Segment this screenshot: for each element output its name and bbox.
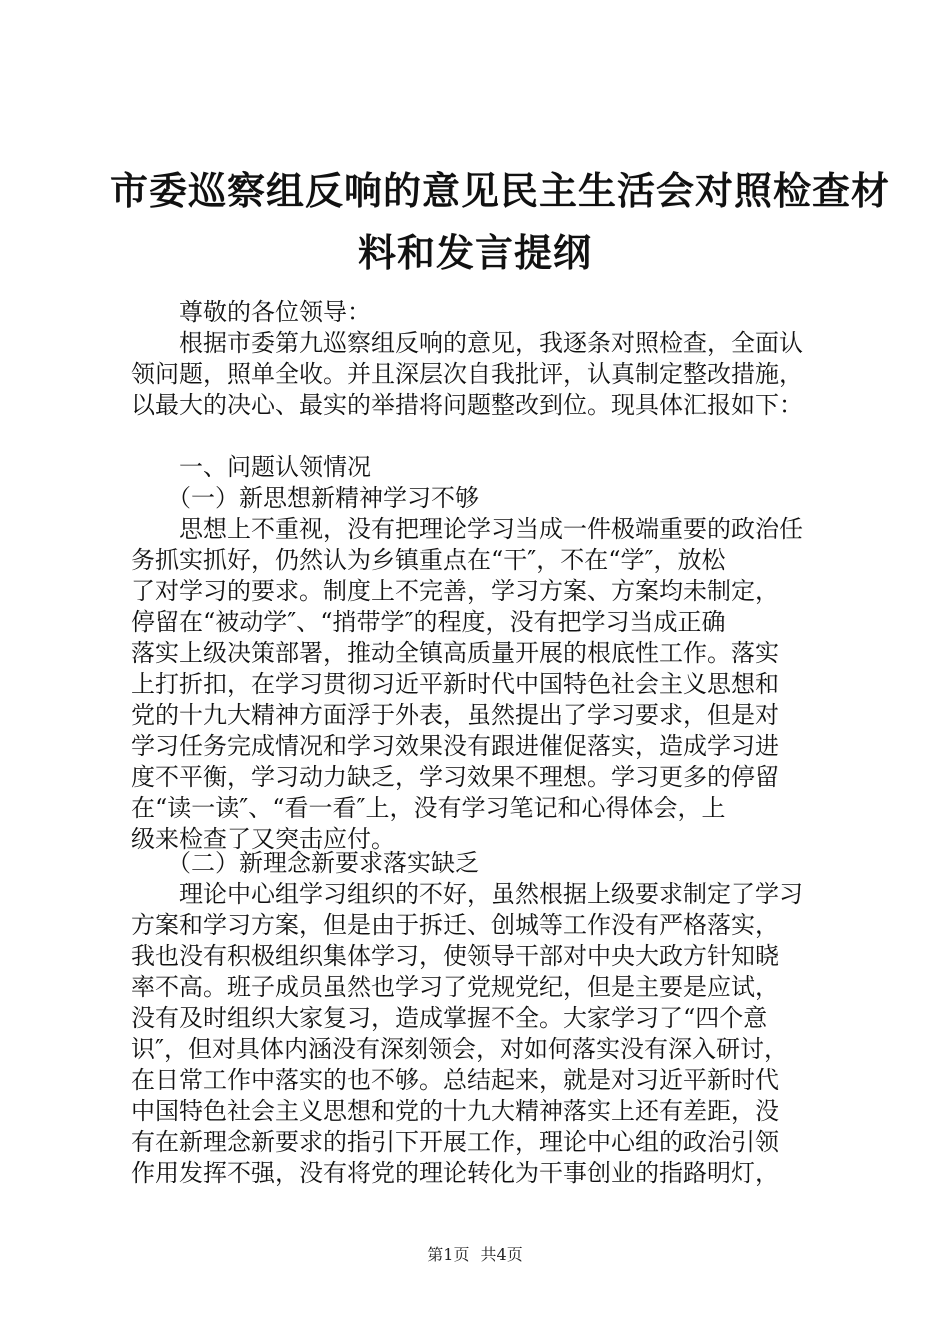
para1-line: 上打折扣，在学习贯彻习近平新时代中国特色社会主义思想和 [131,670,779,698]
para1-line: 党的十九大精神方面浮于外表，虽然提出了学习要求，但是对 [131,701,779,729]
subsection-heading [131,483,831,514]
para1-line: 思想上不重视，没有把理论学习当成一件极端重要的政治任 [179,515,803,543]
salutation-text: 尊敬的各位领导： [179,298,371,326]
para1-line: 级来检查了又突击应付。 [131,825,395,853]
sub1-heading: （一）新思想新精神学习不够 [167,484,479,512]
para1-line: 停留在“被动学″、“捎带学″的程度，没有把学习当成正确 [131,608,726,636]
page-footer [0,1245,950,1265]
para2-line: 识″，但对具体内涵没有深刻领会，对如何落实没有深入研讨， [131,1035,788,1063]
intro-line: 根据市委第九巡察组反响的意见，我逐条对照检查，全面认 [179,329,803,357]
para2-line: 理论中心组学习组织的不好，虽然根据上级要求制定了学习 [179,880,803,908]
para2-line: 方案和学习方案，但是由于拆迁、创城等工作没有严格落实， [131,911,779,939]
document-title [110,160,891,284]
para1-line: 落实上级决策部署，推动全镇高质量开展的根底性工作。落实 [131,639,779,667]
para2-line: 作用发挥不强，没有将党的理论转化为干事创业的指路明灯， [131,1159,779,1187]
section1-heading: 一、问题认领情况 [179,453,371,481]
para1-line: 了对学习的要求。制度上不完善，学习方案、方案均未制定， [131,577,779,605]
intro-paragraph [131,328,831,421]
para1-line: 在“读一读″、“看一看″上，没有学习笔记和心得体会，上 [131,794,726,822]
paragraph-2 [131,879,831,1189]
title-line-2: 料和发言提纲 [357,230,592,275]
title-line-1: 市委巡察组反响的意见民主生活会对照检查材 [110,168,891,213]
page-number-current: 第1页 [427,1245,470,1264]
para2-line: 没有及时组织大家复习，造成掌握不全。大家学习了“四个意 [131,1004,768,1032]
para1-line: 务抓实抓好，仍然认为乡镇重点在“干″，不在“学″，放松 [131,546,726,574]
para2-line: 中国特色社会主义思想和党的十九大精神落实上还有差距，没 [131,1097,779,1125]
page-number-total: 共4页 [480,1245,523,1264]
para2-line: 在日常工作中落实的也不够。总结起来，就是对习近平新时代 [131,1066,779,1094]
subsection-heading [131,848,831,879]
para2-line: 我也没有积极组织集体学习，使领导干部对中央大政方针知晓 [131,942,779,970]
sub2-heading: （二）新理念新要求落实缺乏 [167,849,479,877]
para2-line: 率不高。班子成员虽然也学习了党规党纪，但是主要是应试， [131,973,779,1001]
para2-line: 有在新理念新要求的指引下开展工作，理论中心组的政治引领 [131,1128,779,1156]
para1-line: 学习任务完成情况和学习效果没有跟进催促落实，造成学习进 [131,732,779,760]
salutation [131,297,831,328]
intro-line: 领问题，照单全收。并且深层次自我批评，认真制定整改措施， [131,360,803,388]
section-heading [131,452,831,483]
intro-line: 以最大的决心、最实的举措将问题整改到位。现具体汇报如下： [131,391,803,419]
para1-line: 度不平衡，学习动力缺乏，学习效果不理想。学习更多的停留 [131,763,779,791]
paragraph-1 [131,514,831,855]
